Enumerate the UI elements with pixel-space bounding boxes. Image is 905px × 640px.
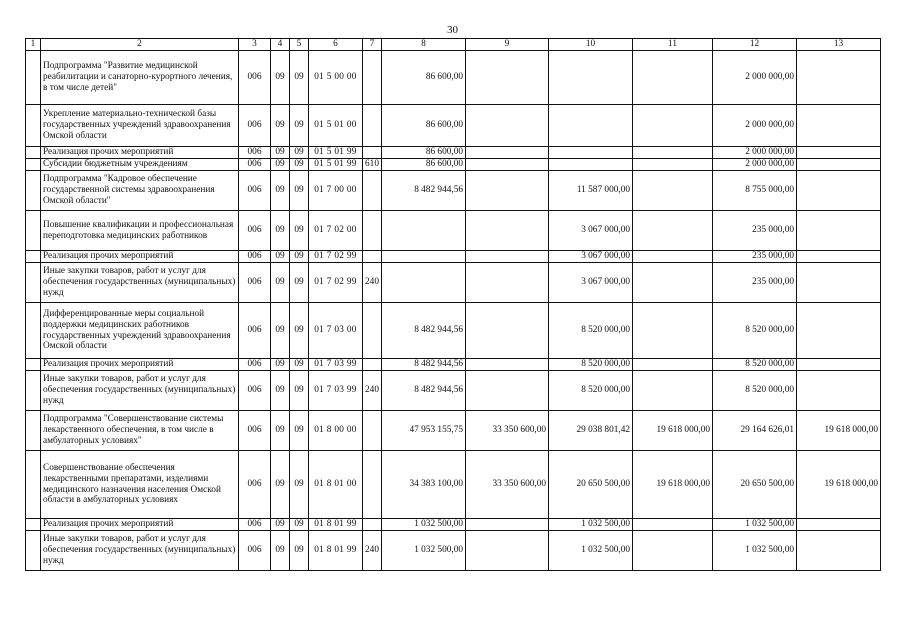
cell-amount-col-11 [633,105,713,147]
cell-target-article: 01 8 01 00 [309,451,363,519]
cell-subsection: 09 [290,251,309,263]
cell-expense-type [363,519,382,531]
col-header-1: 1 [26,39,41,51]
table-row [26,371,881,411]
cell-target-article: 01 8 01 99 [309,531,363,571]
cell-amount-col-12: 8 520 000,00 [713,359,797,371]
cell-expense-type: 240 [363,371,382,411]
cell-amount-col-13 [797,171,881,211]
col-header-12: 12 [713,39,797,51]
cell-ministry-code: 006 [239,51,271,105]
cell-item-name: Совершенствование обеспечения лекарственными препаратами, изделиями медицинского назначения населения Омской области в амбулаторных условиях [41,451,239,519]
cell-ministry-code: 006 [239,147,271,159]
cell-col-1 [26,411,41,451]
col-header-13: 13 [797,39,881,51]
cell-amount-col-11 [633,171,713,211]
cell-target-article: 01 7 03 00 [309,303,363,359]
cell-amount-col-9 [466,211,549,251]
cell-item-name: Иные закупки товаров, работ и услуг для обеспечения государственных (муниципальных) нужд [41,531,239,571]
cell-amount-col-11: 19 618 000,00 [633,451,713,519]
cell-amount-col-10 [549,147,633,159]
cell-col-1 [26,147,41,159]
cell-ministry-code: 006 [239,251,271,263]
cell-item-name: Укрепление материально-технической базы государственных учреждений здравоохранения Омской области [41,105,239,147]
cell-amount-col-8: 1 032 500,00 [382,531,466,571]
cell-amount-col-10 [549,159,633,171]
cell-ministry-code: 006 [239,303,271,359]
cell-section: 09 [271,451,290,519]
cell-expense-type: 240 [363,531,382,571]
budget-table [25,38,881,571]
cell-col-1 [26,51,41,105]
cell-item-name: Субсидии бюджетным учреждениям [41,159,239,171]
cell-amount-col-10: 3 067 000,00 [549,251,633,263]
cell-amount-col-12: 8 520 000,00 [713,303,797,359]
cell-target-article: 01 5 01 99 [309,159,363,171]
cell-ministry-code: 006 [239,451,271,519]
cell-subsection: 09 [290,519,309,531]
cell-amount-col-8: 8 482 944,56 [382,371,466,411]
column-number-row [26,39,881,51]
cell-amount-col-13: 19 618 000,00 [797,451,881,519]
table-row [26,159,881,171]
cell-subsection: 09 [290,371,309,411]
cell-section: 09 [271,171,290,211]
cell-amount-col-8: 1 032 500,00 [382,519,466,531]
cell-amount-col-9 [466,303,549,359]
cell-amount-col-8: 86 600,00 [382,159,466,171]
cell-section: 09 [271,211,290,251]
cell-amount-col-8: 86 600,00 [382,51,466,105]
cell-col-1 [26,171,41,211]
cell-ministry-code: 006 [239,263,271,303]
cell-amount-col-10: 8 520 000,00 [549,359,633,371]
cell-amount-col-11 [633,147,713,159]
cell-amount-col-11 [633,263,713,303]
cell-amount-col-13 [797,159,881,171]
table-row [26,303,881,359]
cell-target-article: 01 7 02 99 [309,263,363,303]
cell-item-name: Дифференцированные меры социальной поддержки медицинских работников государственных учреждений здравоохранения Омской области [41,303,239,359]
cell-subsection: 09 [290,105,309,147]
cell-amount-col-13 [797,105,881,147]
cell-amount-col-10: 8 520 000,00 [549,303,633,359]
cell-amount-col-12: 1 032 500,00 [713,531,797,571]
col-header-2: 2 [41,39,239,51]
cell-expense-type [363,105,382,147]
col-header-4: 4 [271,39,290,51]
cell-ministry-code: 006 [239,359,271,371]
table-row [26,171,881,211]
cell-item-name: Подпрограмма "Совершенствование системы лекарственного обеспечения, в том числе в амбулаторных условиях" [41,411,239,451]
cell-amount-col-13 [797,359,881,371]
cell-item-name: Реализация прочих мероприятий [41,251,239,263]
cell-amount-col-10: 29 038 801,42 [549,411,633,451]
cell-ministry-code: 006 [239,105,271,147]
cell-target-article: 01 7 02 00 [309,211,363,251]
table-row [26,451,881,519]
cell-amount-col-9: 33 350 600,00 [466,411,549,451]
cell-amount-col-9 [466,519,549,531]
cell-amount-col-13 [797,371,881,411]
cell-amount-col-10: 1 032 500,00 [549,519,633,531]
cell-amount-col-9 [466,105,549,147]
cell-amount-col-12: 20 650 500,00 [713,451,797,519]
cell-amount-col-8 [382,211,466,251]
table-row [26,147,881,159]
cell-col-1 [26,531,41,571]
cell-amount-col-8: 47 953 155,75 [382,411,466,451]
cell-expense-type [363,303,382,359]
cell-subsection: 09 [290,171,309,211]
cell-subsection: 09 [290,451,309,519]
cell-amount-col-12: 2 000 000,00 [713,51,797,105]
cell-amount-col-8: 8 482 944,56 [382,303,466,359]
cell-amount-col-9 [466,263,549,303]
cell-col-1 [26,371,41,411]
table-row [26,519,881,531]
table-row [26,411,881,451]
col-header-10: 10 [549,39,633,51]
cell-amount-col-11 [633,359,713,371]
cell-ministry-code: 006 [239,531,271,571]
cell-amount-col-12: 235 000,00 [713,263,797,303]
cell-expense-type [363,251,382,263]
cell-section: 09 [271,359,290,371]
cell-amount-col-11 [633,519,713,531]
cell-amount-col-11 [633,211,713,251]
table-row [26,531,881,571]
cell-target-article: 01 7 00 00 [309,171,363,211]
cell-target-article: 01 7 03 99 [309,359,363,371]
cell-amount-col-8 [382,251,466,263]
cell-amount-col-11 [633,51,713,105]
table-row [26,251,881,263]
cell-amount-col-13 [797,531,881,571]
cell-amount-col-13: 19 618 000,00 [797,411,881,451]
cell-amount-col-8: 34 383 100,00 [382,451,466,519]
cell-subsection: 09 [290,159,309,171]
cell-expense-type [363,211,382,251]
cell-target-article: 01 5 01 00 [309,105,363,147]
cell-amount-col-9: 33 350 600,00 [466,451,549,519]
cell-target-article: 01 7 02 99 [309,251,363,263]
cell-amount-col-9 [466,51,549,105]
cell-item-name: Повышение квалификации и профессиональная переподготовка медицинских работников [41,211,239,251]
cell-amount-col-12: 8 520 000,00 [713,371,797,411]
cell-ministry-code: 006 [239,371,271,411]
cell-amount-col-10: 3 067 000,00 [549,211,633,251]
cell-expense-type [363,359,382,371]
cell-section: 09 [271,303,290,359]
table-row [26,263,881,303]
cell-subsection: 09 [290,211,309,251]
cell-ministry-code: 006 [239,159,271,171]
col-header-9: 9 [466,39,549,51]
cell-col-1 [26,519,41,531]
cell-amount-col-13 [797,251,881,263]
cell-item-name: Иные закупки товаров, работ и услуг для обеспечения государственных (муниципальных) нужд [41,263,239,303]
cell-amount-col-10: 20 650 500,00 [549,451,633,519]
cell-amount-col-8: 8 482 944,56 [382,359,466,371]
cell-col-1 [26,263,41,303]
cell-amount-col-10 [549,105,633,147]
cell-ministry-code: 006 [239,171,271,211]
cell-amount-col-12: 8 755 000,00 [713,171,797,211]
cell-amount-col-8 [382,263,466,303]
col-header-11: 11 [633,39,713,51]
cell-section: 09 [271,531,290,571]
cell-col-1 [26,303,41,359]
cell-target-article: 01 5 01 99 [309,147,363,159]
cell-amount-col-9 [466,359,549,371]
cell-amount-col-9 [466,171,549,211]
cell-subsection: 09 [290,51,309,105]
cell-section: 09 [271,251,290,263]
cell-amount-col-8: 86 600,00 [382,147,466,159]
cell-amount-col-11 [633,371,713,411]
cell-amount-col-12: 2 000 000,00 [713,105,797,147]
cell-subsection: 09 [290,411,309,451]
cell-target-article: 01 7 03 99 [309,371,363,411]
cell-section: 09 [271,519,290,531]
cell-amount-col-11 [633,159,713,171]
col-header-6: 6 [309,39,363,51]
page-number: 30 [447,24,458,36]
cell-amount-col-8: 86 600,00 [382,105,466,147]
cell-col-1 [26,105,41,147]
cell-target-article: 01 8 01 99 [309,519,363,531]
cell-amount-col-9 [466,531,549,571]
cell-item-name: Иные закупки товаров, работ и услуг для обеспечения государственных (муниципальных) нужд [41,371,239,411]
cell-amount-col-9 [466,159,549,171]
col-header-7: 7 [363,39,382,51]
cell-amount-col-12: 235 000,00 [713,251,797,263]
cell-amount-col-12: 29 164 626,01 [713,411,797,451]
cell-section: 09 [271,411,290,451]
table-row [26,105,881,147]
table-row [26,51,881,105]
cell-amount-col-10: 8 520 000,00 [549,371,633,411]
cell-ministry-code: 006 [239,211,271,251]
cell-expense-type: 610 [363,159,382,171]
cell-section: 09 [271,371,290,411]
cell-subsection: 09 [290,531,309,571]
cell-col-1 [26,159,41,171]
cell-amount-col-10: 11 587 000,00 [549,171,633,211]
cell-expense-type [363,51,382,105]
cell-section: 09 [271,147,290,159]
cell-ministry-code: 006 [239,411,271,451]
col-header-5: 5 [290,39,309,51]
cell-amount-col-13 [797,519,881,531]
cell-amount-col-13 [797,263,881,303]
cell-item-name: Реализация прочих мероприятий [41,359,239,371]
cell-amount-col-11 [633,531,713,571]
cell-amount-col-13 [797,51,881,105]
cell-section: 09 [271,105,290,147]
cell-amount-col-12: 2 000 000,00 [713,159,797,171]
cell-item-name: Подпрограмма "Развитие медицинской реабилитации и санаторно-курортного лечения, в том числе детей" [41,51,239,105]
cell-amount-col-10: 1 032 500,00 [549,531,633,571]
cell-section: 09 [271,263,290,303]
cell-expense-type [363,411,382,451]
cell-col-1 [26,451,41,519]
cell-amount-col-10 [549,51,633,105]
cell-amount-col-13 [797,303,881,359]
cell-item-name: Реализация прочих мероприятий [41,519,239,531]
cell-amount-col-9 [466,147,549,159]
cell-item-name: Подпрограмма "Кадровое обеспечение государственной системы здравоохранения Омской области" [41,171,239,211]
cell-expense-type [363,147,382,159]
cell-col-1 [26,251,41,263]
cell-amount-col-11: 19 618 000,00 [633,411,713,451]
col-header-8: 8 [382,39,466,51]
cell-col-1 [26,359,41,371]
cell-amount-col-11 [633,251,713,263]
cell-item-name: Реализация прочих мероприятий [41,147,239,159]
cell-amount-col-12: 1 032 500,00 [713,519,797,531]
cell-subsection: 09 [290,263,309,303]
cell-amount-col-8: 8 482 944,56 [382,171,466,211]
cell-col-1 [26,211,41,251]
cell-subsection: 09 [290,303,309,359]
cell-amount-col-12: 2 000 000,00 [713,147,797,159]
cell-amount-col-13 [797,211,881,251]
cell-target-article: 01 8 00 00 [309,411,363,451]
table-row [26,359,881,371]
cell-subsection: 09 [290,147,309,159]
cell-section: 09 [271,51,290,105]
cell-expense-type [363,451,382,519]
cell-amount-col-11 [633,303,713,359]
cell-target-article: 01 5 00 00 [309,51,363,105]
cell-expense-type: 240 [363,263,382,303]
col-header-3: 3 [239,39,271,51]
table-body [26,39,881,571]
cell-amount-col-9 [466,251,549,263]
cell-expense-type [363,171,382,211]
cell-amount-col-9 [466,371,549,411]
cell-ministry-code: 006 [239,519,271,531]
cell-subsection: 09 [290,359,309,371]
table-row [26,211,881,251]
cell-section: 09 [271,159,290,171]
cell-amount-col-10: 3 067 000,00 [549,263,633,303]
cell-amount-col-13 [797,147,881,159]
cell-amount-col-12: 235 000,00 [713,211,797,251]
